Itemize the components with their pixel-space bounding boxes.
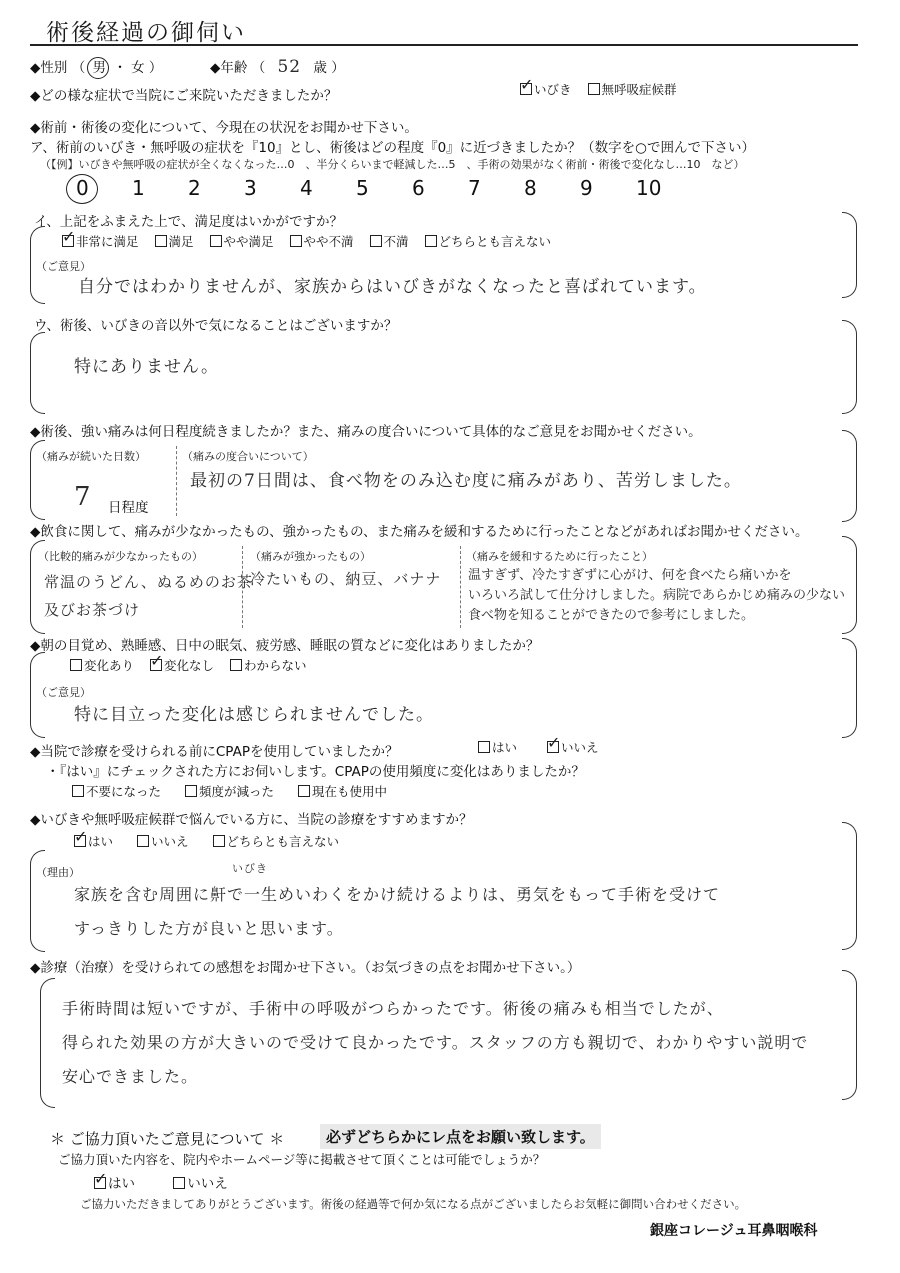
scale-5[interactable]: 5	[356, 176, 369, 200]
option-label: はい	[108, 1176, 135, 1192]
column-divider	[242, 546, 243, 628]
other-concerns-question: ウ、術後、いびきの音以外で気になることはございますか？	[34, 318, 398, 334]
recommend-option-no[interactable]	[137, 832, 189, 850]
pain-degree[interactable]: 最初の7日間は、食べ物をのみ込む度に痛みがあり、苦労しました。	[190, 471, 742, 491]
bracket-right	[842, 638, 857, 738]
sex-male-option[interactable]	[89, 60, 113, 76]
cpap-option-yes[interactable]	[478, 738, 517, 756]
option-label: わからない	[244, 658, 307, 673]
recommend-option-yes[interactable]	[74, 832, 113, 850]
recommend-reason-ruby: いびき	[232, 862, 268, 875]
food-col2-answer[interactable]: 冷たいもの、納豆、バナナ	[250, 570, 442, 588]
scale-8[interactable]: 8	[524, 176, 537, 200]
cpap-options	[478, 738, 611, 756]
checkbox[interactable]	[298, 785, 310, 797]
option-label: 不要になった	[86, 784, 162, 799]
cpap-sub-option-reduced[interactable]	[185, 782, 274, 800]
impression-answer[interactable]	[62, 992, 808, 1094]
option-label: 非常に満足	[76, 234, 139, 249]
checkbox[interactable]	[210, 235, 222, 247]
satisfaction-option-somewhat-satisfied[interactable]	[210, 232, 274, 250]
food-question: ◆飲食に関して、痛みが少なかったもの、強かったもの、また痛みを緩和するために行ったことなどがあればお聞かせください。	[30, 524, 809, 540]
symptom-question: ◆どの様な症状で当院にご来院いただきましたか？	[30, 88, 338, 104]
impression-question: ◆診療（治療）を受けられての感想をお聞かせ下さい。（お気づきの点をお聞かせ下さい。）	[30, 960, 581, 976]
change-sub-a: ア、術前のいびき・無呼吸の症状を『10』とし、術後はどの程度『0』に近づきましたか？（数字を○で囲んで下さい）	[30, 140, 755, 156]
checkbox[interactable]	[185, 785, 197, 797]
bracket-right	[842, 970, 857, 1100]
scale-2[interactable]: 2	[188, 176, 201, 200]
sleep-options	[70, 656, 319, 674]
recommend-option-neither[interactable]	[213, 832, 340, 850]
checkbox[interactable]	[72, 785, 84, 797]
checkbox[interactable]	[70, 659, 82, 671]
symptom-option-apnea[interactable]	[588, 80, 677, 98]
answer-line: 家族を含む周囲に鼾で一生めいわくをかけ続けるよりは、勇気をもって手術を受けて	[74, 885, 721, 904]
scale-7[interactable]: 7	[468, 176, 481, 200]
pain-days-value[interactable]: 7	[74, 482, 91, 512]
satisfaction-option-very-satisfied[interactable]	[62, 232, 139, 250]
checkbox[interactable]	[425, 235, 437, 247]
scale-0[interactable]: 0	[76, 176, 89, 200]
food-col1-label: （比較的痛みが少なかったもの）	[38, 550, 203, 563]
satisfaction-opinion-label: （ご意見）	[36, 260, 91, 273]
recommend-question: ◆いびきや無呼吸症候群で悩んでいる方に、当院の診療をすすめますか？	[30, 812, 473, 828]
pain-question: ◆術後、強い痛みは何日程度続きましたか？また、痛みの度合いについて具体的なご意見をお聞かせください。	[30, 424, 702, 440]
bracket-right	[842, 430, 857, 522]
option-label: 不満	[383, 234, 409, 249]
checkbox[interactable]	[155, 235, 167, 247]
sleep-option-unknown[interactable]	[230, 656, 307, 674]
consent-heading: ＊ ご協力頂いたご意見について ＊	[50, 1130, 285, 1148]
checkbox-checked[interactable]	[520, 83, 532, 95]
satisfaction-opinion[interactable]: 自分ではわかりませんが、家族からはいびきがなくなったと喜ばれています。	[78, 277, 707, 297]
sleep-option-no-change[interactable]	[150, 656, 214, 674]
age-open-paren: （	[251, 60, 266, 76]
scale-1[interactable]: 1	[132, 176, 145, 200]
sex-female-option[interactable]: 女	[131, 60, 145, 76]
bracket-left	[40, 978, 55, 1108]
consent-question: ご協力頂いた内容を、院内やホームページ等に掲載させて頂くことは可能でしょうか？	[58, 1152, 546, 1167]
option-label: いびき	[534, 82, 572, 97]
sex-label: ◆性別	[30, 60, 68, 76]
consent-emphasis: 必ずどちらかにレ点をお願い致します。	[320, 1124, 601, 1149]
page-title: 術後経過の御伺い	[46, 20, 246, 46]
option-label: はい	[88, 834, 114, 849]
clinic-name: 銀座コレージュ耳鼻咽喉科	[650, 1223, 818, 1239]
food-col3-answer[interactable]	[468, 566, 845, 626]
selection-circle	[87, 57, 109, 79]
scale-10[interactable]: 10	[636, 176, 662, 200]
answer-line: すっきりした方が良いと思います。	[74, 919, 344, 938]
answer-line: 温すぎず、冷たすぎずに心がけ、何を食べたら痛いかを	[468, 568, 792, 583]
answer-line: 食べ物を知ることができたので参考にしました。	[468, 608, 755, 623]
sleep-opinion-label: （ご意見）	[36, 686, 91, 699]
food-col1-answer[interactable]	[44, 568, 253, 624]
cpap-sub-option-still-using[interactable]	[298, 782, 387, 800]
age-value[interactable]: 52	[277, 57, 302, 77]
option-label: 現在も使用中	[312, 784, 388, 799]
answer-line: 及びお茶づけ	[44, 601, 141, 619]
checkbox[interactable]	[588, 83, 600, 95]
checkbox-checked[interactable]	[74, 835, 86, 847]
sleep-question: ◆朝の目覚め、熟睡感、日中の眠気、疲労感、睡眠の質などに変化はありましたか？	[30, 638, 540, 654]
bracket-right	[842, 822, 857, 950]
option-label: どちらとも言えない	[438, 234, 552, 249]
scale-6[interactable]: 6	[412, 176, 425, 200]
recommend-reason-label: （理由）	[36, 866, 80, 879]
scale-3[interactable]: 3	[244, 176, 257, 200]
cpap-sub-question: ・『はい』にチェックされた方にお伺いします。CPAPの使用頻度に変化はありましたか？	[46, 764, 585, 780]
satisfaction-options	[62, 232, 563, 250]
age-label: ◆年齢	[210, 60, 248, 76]
title-underline	[30, 44, 858, 46]
age-row	[210, 56, 345, 77]
option-label: いいえ	[187, 1176, 228, 1192]
option-label: どちらとも言えない	[226, 834, 340, 849]
cpap-option-no[interactable]	[547, 738, 599, 756]
selection-circle	[66, 174, 98, 204]
option-label: いいえ	[151, 834, 189, 849]
consent-option-no[interactable]	[173, 1172, 228, 1192]
answer-line: 手術時間は短いですが、手術中の呼吸がつらかったです。術後の痛みも相当でしたが、	[62, 999, 724, 1018]
other-concerns-answer[interactable]: 特にありません。	[74, 357, 220, 377]
pain-degree-label: （痛みの度合いについて）	[182, 450, 314, 463]
sex-male-label: 男	[92, 60, 106, 76]
option-label: やや不満	[303, 234, 354, 249]
cpap-question: ◆当院で診療を受けられる前にCPAPを使用していましたか？	[30, 744, 399, 760]
age-unit: 歳	[313, 60, 327, 76]
bracket-left	[30, 332, 45, 414]
checkbox-checked[interactable]	[62, 235, 74, 247]
option-label: 変化あり	[84, 658, 135, 673]
change-example: （【例】いびきや無呼吸の症状が全くなくなった…0 、半分くらいまで軽減した…5 、手術の効果がなく術前・術後で変化なし…10 など）	[40, 158, 745, 171]
option-label: 頻度が減った	[199, 784, 275, 799]
age-close-paren: ）	[331, 60, 345, 76]
checkbox[interactable]	[137, 835, 149, 847]
checkbox[interactable]	[230, 659, 242, 671]
sex-open-paren: （	[71, 60, 86, 76]
sex-separator: ・	[113, 60, 127, 76]
option-label: 満足	[168, 234, 194, 249]
consent-options	[94, 1172, 240, 1192]
scale-4[interactable]: 4	[300, 176, 313, 200]
option-label: はい	[492, 740, 518, 755]
food-col2-label: （痛みが強かったもの）	[250, 550, 371, 563]
symptom-options	[520, 80, 689, 98]
sleep-opinion[interactable]: 特に目立った変化は感じられませんでした。	[74, 705, 434, 725]
satisfaction-question: イ、上記をふまえた上で、満足度はいかがですか？	[34, 214, 344, 230]
option-label: 無呼吸症候群	[601, 82, 677, 97]
change-heading: ◆術前・術後の変化について、今現在の状況をお聞かせ下さい。	[30, 120, 418, 136]
column-divider	[176, 446, 177, 516]
checkbox-checked[interactable]	[150, 659, 162, 671]
checkbox[interactable]	[213, 835, 225, 847]
sex-close-paren: ）	[148, 60, 163, 76]
scale-9[interactable]: 9	[580, 176, 593, 200]
satisfaction-option-dissatisfied[interactable]	[370, 232, 409, 250]
satisfaction-option-satisfied[interactable]	[155, 232, 194, 250]
answer-line: いろいろ試して仕分けしました。病院であらかじめ痛みの少ない	[468, 588, 846, 603]
bracket-right	[842, 212, 857, 298]
option-label: 変化なし	[164, 658, 215, 673]
pain-days-unit: 日程度	[108, 500, 149, 516]
checkbox-checked[interactable]	[547, 741, 559, 753]
option-label: やや満足	[223, 234, 274, 249]
answer-line: 得られた効果の方が大きいので受けて良かったです。スタッフの方も親切で、わかりやすい説明で	[62, 1033, 809, 1052]
symptom-option-snoring[interactable]	[520, 80, 572, 98]
answer-line: 常温のうどん、ぬるめのお茶	[44, 573, 253, 591]
column-divider	[460, 546, 461, 628]
option-label: いいえ	[561, 740, 599, 755]
recommend-options	[74, 832, 351, 850]
food-col3-label: （痛みを緩和するために行ったこと）	[466, 550, 653, 563]
satisfaction-option-somewhat-dissatisfied[interactable]	[290, 232, 354, 250]
consent-option-yes[interactable]	[94, 1172, 135, 1192]
checkbox[interactable]	[478, 741, 490, 753]
sex-row	[30, 56, 162, 76]
answer-line: 安心できました。	[62, 1067, 199, 1086]
scale-row	[72, 176, 692, 202]
checkbox[interactable]	[290, 235, 302, 247]
bracket-right	[842, 320, 857, 414]
checkbox[interactable]	[173, 1177, 185, 1189]
cpap-sub-options	[72, 782, 399, 800]
pain-days-label: （痛みが続いた日数）	[36, 450, 146, 463]
checkbox-checked[interactable]	[94, 1177, 106, 1189]
cpap-sub-option-unnecessary[interactable]	[72, 782, 161, 800]
checkbox[interactable]	[370, 235, 382, 247]
footer-thanks: ご協力いただきましてありがとうございます。術後の経過等で何か気になる点がございましたらお気軽に御問い合わせください。	[80, 1197, 747, 1211]
recommend-reason[interactable]	[74, 878, 720, 946]
sleep-option-changed[interactable]	[70, 656, 134, 674]
satisfaction-option-neither[interactable]	[425, 232, 552, 250]
